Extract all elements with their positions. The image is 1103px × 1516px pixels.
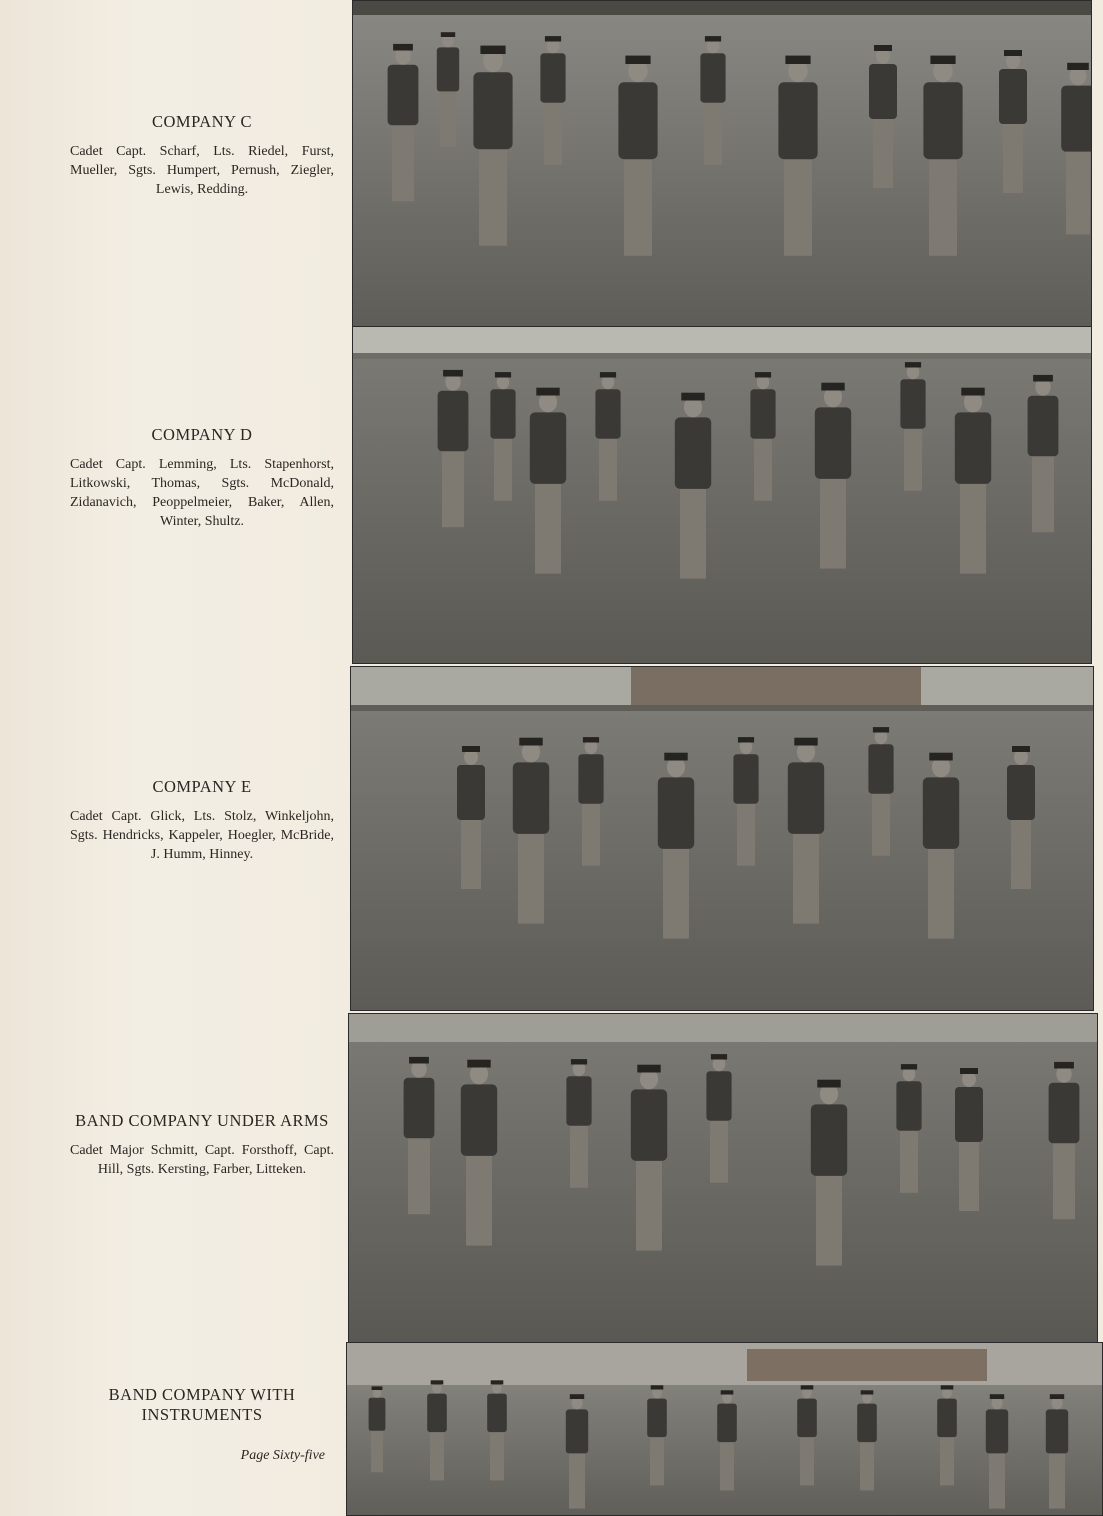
photo-company-d-image xyxy=(353,327,1092,664)
cadet-figure xyxy=(427,1380,447,1480)
caption-band-with-instruments xyxy=(70,1385,334,1435)
photo-band-with-instruments-image xyxy=(347,1343,1103,1516)
photo-company-e-image xyxy=(351,667,1094,1011)
caption-company-c xyxy=(70,112,334,199)
cadet-figure xyxy=(811,1080,847,1266)
caption-body: Cadet Capt. Lemming, Lts. Stapenhorst, Litkowski, Thomas, Sgts. McDonald, Zidanavich, Peoppelmeier, Baker, Allen, Winter, Shultz. xyxy=(70,457,334,529)
cadet-figure xyxy=(566,1394,588,1508)
cadet-figure xyxy=(540,36,565,165)
cadet-figure xyxy=(955,1068,983,1211)
cadet-figure xyxy=(487,1380,507,1480)
cadet-figure xyxy=(675,393,711,579)
caption-company-e xyxy=(70,777,334,864)
cadet-figure xyxy=(750,372,775,501)
cadet-figure xyxy=(797,1385,817,1485)
cadet-figure xyxy=(1007,746,1035,889)
cadet-figure xyxy=(369,1386,386,1472)
cadet-figure xyxy=(923,753,959,939)
cadet-figure xyxy=(815,383,851,569)
caption-band-under-arms xyxy=(70,1111,334,1179)
cadet-figure xyxy=(700,36,725,165)
cadet-figure xyxy=(618,56,657,256)
cadet-figure xyxy=(868,727,893,856)
cadet-figure xyxy=(473,46,512,246)
cadet-figure xyxy=(869,45,897,188)
cadet-figure xyxy=(923,56,962,256)
cadet-figure xyxy=(1028,375,1059,532)
cadet-figure xyxy=(438,370,469,527)
photo-band-under-arms xyxy=(348,1013,1098,1343)
caption-title: BAND COMPANY WITH INSTRUMENTS xyxy=(108,1385,296,1424)
cadet-figure xyxy=(566,1059,591,1188)
cadet-figure xyxy=(857,1390,877,1490)
cadet-figure xyxy=(388,44,419,201)
cadet-figure xyxy=(900,362,925,491)
photo-company-c xyxy=(352,0,1092,333)
photo-band-under-arms-image xyxy=(349,1014,1098,1343)
cadet-figure xyxy=(1049,1062,1080,1219)
photo-company-d xyxy=(352,326,1092,664)
photo-company-e xyxy=(350,666,1094,1011)
cadet-figure xyxy=(896,1064,921,1193)
photo-company-c-image xyxy=(353,1,1092,333)
caption-company-d xyxy=(70,425,334,531)
cadet-figure xyxy=(595,372,620,501)
cadet-figure xyxy=(647,1385,667,1485)
cadet-figure xyxy=(578,737,603,866)
caption-body: Cadet Capt. Scharf, Lts. Riedel, Furst, Mueller, Sgts. Humpert, Pernush, Ziegler, Lewis, Redding. xyxy=(70,144,334,197)
caption-column xyxy=(0,0,352,1516)
cadet-figure xyxy=(986,1394,1008,1508)
caption-title: COMPANY C xyxy=(151,112,253,131)
cadet-figure xyxy=(955,388,991,574)
cadet-figure xyxy=(706,1054,731,1183)
cadet-figure xyxy=(778,56,817,256)
cadet-figure xyxy=(717,1390,737,1490)
cadet-figure xyxy=(937,1385,957,1485)
caption-title: BAND COMPANY UNDER ARMS xyxy=(75,1111,329,1130)
cadet-figure xyxy=(513,738,549,924)
cadet-figure xyxy=(490,372,515,501)
caption-title: COMPANY D xyxy=(151,425,253,444)
cadet-figure xyxy=(788,738,824,924)
cadet-figure xyxy=(530,388,566,574)
cadet-figure xyxy=(658,753,694,939)
caption-body: Cadet Capt. Glick, Lts. Stolz, Winkeljohn, Sgts. Hendricks, Kappeler, Hoegler, McBride, J. Humm, Hinney. xyxy=(70,809,334,862)
cadet-figure xyxy=(999,50,1027,193)
cadet-figure xyxy=(733,737,758,866)
page-number: Page Sixty-five xyxy=(240,1448,325,1463)
photo-band-with-instruments xyxy=(346,1342,1103,1516)
cadet-figure xyxy=(1046,1394,1068,1508)
cadet-figure xyxy=(631,1065,667,1251)
cadet-figure xyxy=(437,32,459,146)
caption-title: COMPANY E xyxy=(152,777,252,796)
cadet-figure xyxy=(404,1057,435,1214)
cadet-figure xyxy=(457,746,485,889)
caption-body: Cadet Major Schmitt, Capt. Forsthoff, Capt. Hill, Sgts. Kersting, Farber, Litteken. xyxy=(70,1143,334,1177)
cadet-figure xyxy=(461,1060,497,1246)
